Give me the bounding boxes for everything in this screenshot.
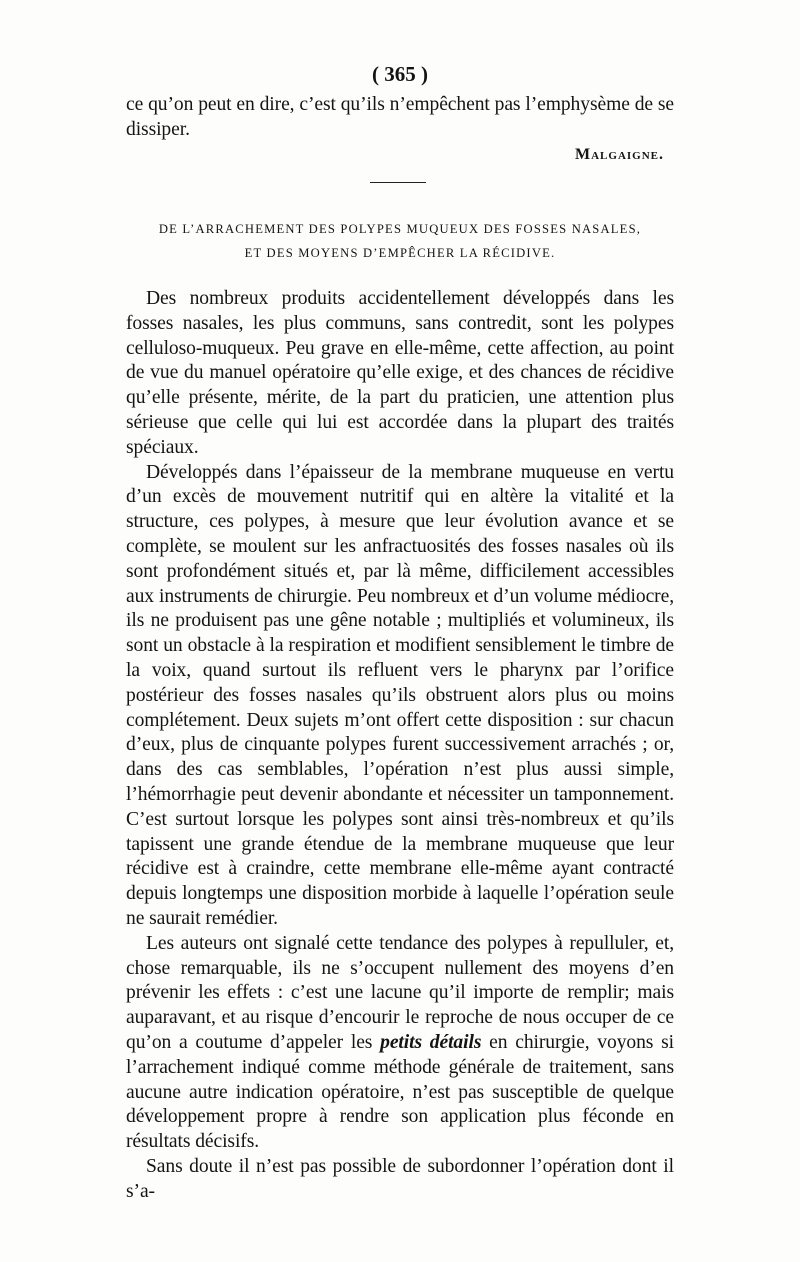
section-divider bbox=[370, 182, 426, 183]
page-number: ( 365 ) bbox=[372, 62, 428, 86]
article-title-line-2: ET DES MOYENS D’EMPÊCHER LA RÉCIDIVE. bbox=[244, 246, 556, 260]
paragraph-3-text: Les auteurs ont signalé cette tendance des polypes à repulluler, et, chose remarquable, ils ne s’occupent nullement des moyens d’en prévenir les effets : c’est une lacune qu’il importe de remplir; mais auparavant, et au risque d’encourir le reproche de nous occuper de ce qu’on a coutume d’appeler les bbox=[126, 932, 674, 1053]
paragraph-4: Sans doute il n’est pas possible de subordonner l’opération dont il s’a- bbox=[126, 1155, 674, 1202]
paragraph-3 bbox=[126, 932, 674, 1155]
article-body bbox=[126, 287, 674, 1204]
article-title-line-1: DE L’ARRACHEMENT DES POLYPES MUQUEUX DES FOSSES NASALES, bbox=[158, 222, 642, 236]
paragraph-3-tail: en chirurgie, voyons si l’arrachement indiqué comme méthode générale de traitement, sans aucune autre indication opératoire, n’est pas susceptible de quelque développement propre à rendre son application plus féconde en résultats décisifs. bbox=[126, 1031, 674, 1153]
paragraph-1: Des nombreux produits accidentellement développés dans les fosses nasales, les plus communs, sans contredit, sont les polypes celluloso-muqueux. Peu grave en elle-même, cette affection, au point de vue du manuel opératoire qu’elle exige, et des chances de récidive qu’elle présente, mérite, de la part du praticien, une attention plus sérieuse que celle qui lui est accordée dans la plupart des traités spéciaux. bbox=[126, 288, 674, 458]
continuation-text: ce qu’on peut en dire, c’est qu’ils n’empêchent pas l’emphysème de se dissiper. bbox=[126, 94, 674, 140]
emphasis-phrase: petits détails bbox=[380, 1031, 482, 1053]
paragraph-2: Développés dans l’épaisseur de la membrane muqueuse en vertu d’un excès de mouvement nutritif qui en altère la vitalité et la structure, ces polypes, à mesure que leur évolution avance et se complète, se moulent sur les anfractuosités des fosses nasales où ils sont profondément situés et, par là même, difficilement accessibles aux instruments de chirurgie. Peu nombreux et d’un volume médiocre, ils ne produisent pas une gêne notable ; multipliés et volumineux, ils sont un obstacle à la respiration et modifient sensiblement le timbre de la voix, quand surtout ils refluent vers le pharynx par l’orifice postérieur des fosses nasales qu’ils obstruent alors plus ou moins complétement. Deux sujets m’ont offert cette disposition : sur chacun d’eux, plus de cinquante polypes furent successivement arrachés ; or, dans des cas semblables, l’opération n’est plus aussi simple, l’hémorrhagie peut devenir abondante et nécessiter un tamponnement. C’est surtout lorsque les polypes sont ainsi très-nombreux et qu’ils tapissent une grande étendue de la membrane muqueuse que leur récidive est à craindre, cette membrane elle-même ayant contracté depuis longtemps une disposition morbide à laquelle l’opération seule ne saurait remédier. bbox=[126, 461, 674, 929]
author-signature: Malgaigne. bbox=[575, 146, 664, 163]
